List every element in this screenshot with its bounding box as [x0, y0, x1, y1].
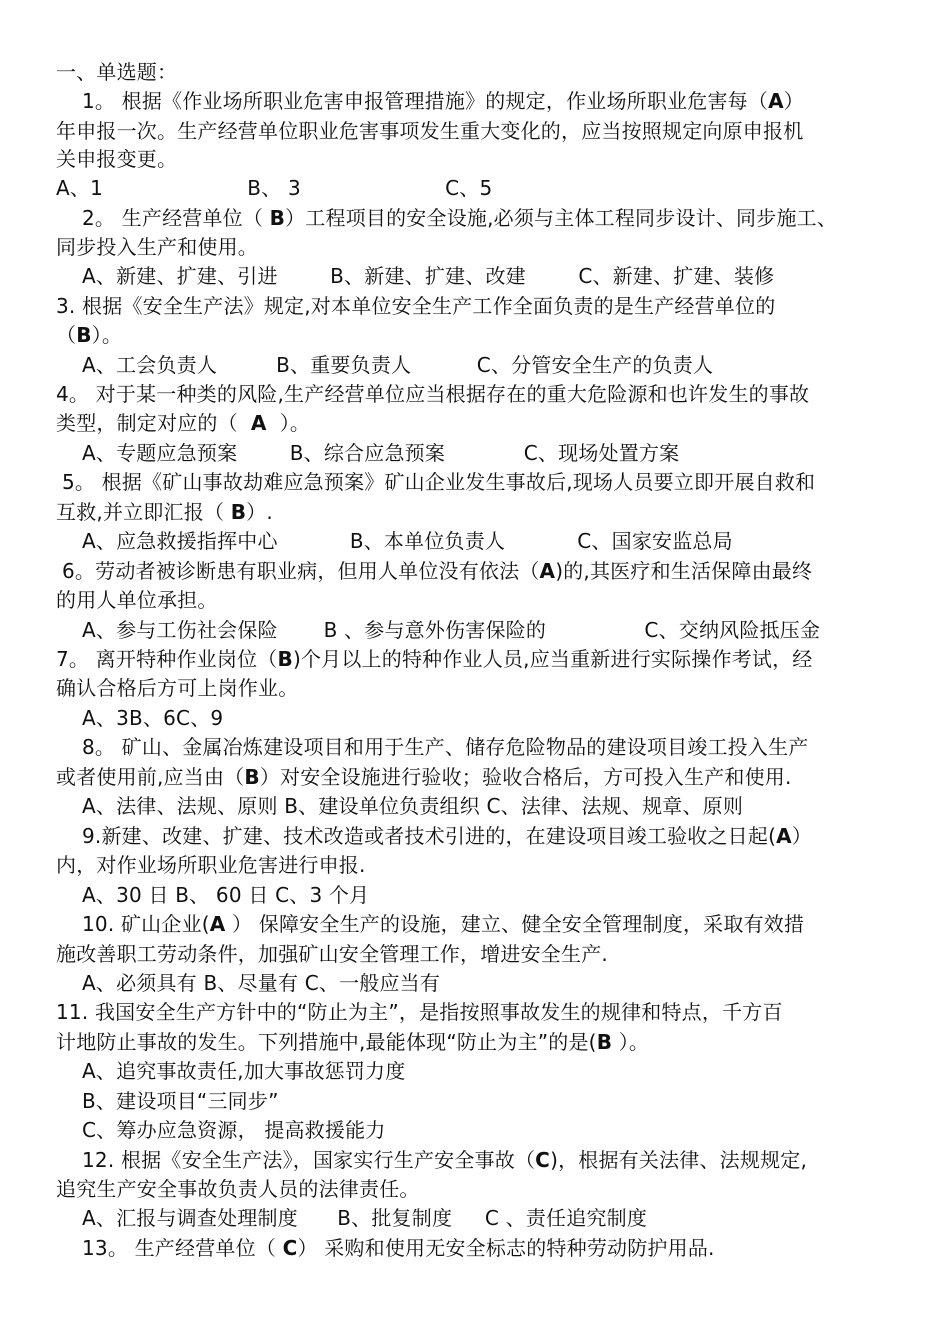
answer-letter: B: [230, 500, 247, 524]
line-tail: ）。: [266, 411, 311, 435]
text-line: [62, 468, 815, 497]
text-line: [56, 940, 608, 969]
line-text: 计地防止事故的发生。下列措施中,最能体现“防止为主”的是(: [56, 1030, 597, 1054]
line-text: 确认合格后方可上岗作业。: [56, 676, 299, 700]
line-text: A、30 日 B、 60 日 C、3 个月: [82, 883, 370, 907]
line-tail: ）。: [91, 323, 123, 347]
text-line: [56, 145, 177, 174]
line-text: 同步投入生产和使用。: [56, 235, 258, 259]
line-tail: )个月以上的特种作业人员,应当重新进行实际操作考试，经: [292, 647, 813, 671]
answer-letter: C: [282, 1236, 298, 1260]
text-line: [82, 969, 440, 998]
line-text: A、新建、扩建、引进 B、新建、扩建、改建 C、新建、扩建、装修: [82, 264, 775, 288]
text-line: [82, 527, 733, 556]
line-text: 类型，制定对应的（: [56, 411, 251, 435]
line-text: A、专题应急预案 B、综合应急预案 C、现场处置方案: [82, 441, 680, 465]
line-text: 13。 生产经营单位（: [82, 1236, 283, 1260]
text-line: [82, 1087, 279, 1116]
line-tail: ） 保障安全生产的设施，建立、健全安全管理制度，采取有效措: [225, 912, 805, 936]
line-text: A、追究事故责任,加大事故惩罚力度: [82, 1059, 406, 1083]
text-line: [56, 763, 792, 792]
line-text: 11. 我国安全生产方针中的“防止为主”，是指按照事故发生的规律和特点，千方百: [56, 1000, 783, 1024]
text-line: [62, 557, 812, 586]
text-line: [82, 704, 223, 733]
line-text: 2。 生产经营单位（: [82, 206, 270, 230]
answer-letter: C: [535, 1148, 551, 1172]
text-line: [82, 439, 679, 468]
answer-letter: B: [269, 206, 286, 230]
line-text: 8。 矿山、金属冶炼建设项目和用于生产、储存危险物品的建设项目竣工投入生产: [82, 735, 809, 759]
text-line: [82, 204, 837, 233]
line-text: 的用人单位承担。: [56, 588, 218, 612]
line-text: A、应急救援指挥中心 B、本单位负责人 C、国家安监总局: [82, 529, 733, 553]
text-line: [82, 1057, 405, 1086]
line-text: 施改善职工劳动条件，加强矿山安全管理工作，增进安全生产.: [56, 942, 608, 966]
line-text: 3. 根据《安全生产法》规定,对本单位安全生产工作全面负责的是生产经营单位的: [56, 294, 776, 318]
answer-letter: A: [768, 89, 784, 113]
text-line: [82, 87, 804, 116]
section-heading: 一、单选题：: [56, 60, 178, 84]
text-line: [82, 822, 812, 851]
line-text: 内，对作业场所职业危害进行申报.: [56, 853, 366, 877]
text-line: [56, 498, 273, 527]
line-tail: ）对安全设施进行验收；验收合格后，方可投入生产和使用.: [259, 765, 792, 789]
line-text: A、法律、法规、原则 B、建设单位负责组织 C、法律、法规、规章、原则: [82, 794, 744, 818]
text-line: [56, 851, 366, 880]
text-line: [56, 998, 783, 1027]
line-text: 1。 根据《作业场所职业危害申报管理措施》的规定，作业场所职业危害每（: [82, 89, 769, 113]
line-text: 12. 根据《安全生产法》，国家实行生产安全事故（: [82, 1148, 536, 1172]
line-text: 7。 离开特种作业岗位（: [56, 647, 278, 671]
text-line: [82, 1146, 807, 1175]
line-text: 关申报变更。: [56, 147, 178, 171]
answer-letter: A: [209, 912, 226, 936]
line-text: 4。 对于某一种类的风险,生产经营单位应当根据存在的重大危险源和也许发生的事故: [56, 382, 810, 406]
line-tail: ） 采购和使用无安全标志的特种劳动防护用品.: [297, 1236, 715, 1260]
answer-letter: B: [277, 647, 293, 671]
line-text: A、汇报与调查处理制度 B、批复制度 C 、责任追究制度: [82, 1206, 648, 1230]
line-text: 6。劳动者被诊断患有职业病，但用人单位没有依法（: [62, 559, 540, 583]
text-line: [82, 1116, 386, 1145]
line-text: 9.新建、改建、扩建、技术改造或者技术引进的，在建设项目竣工验收之日起(: [82, 824, 777, 848]
line-tail: ）工程项目的安全设施,必须与主体工程同步设计、同步施工、: [285, 206, 838, 230]
text-line: [82, 910, 804, 939]
text-line: [82, 881, 369, 910]
line-text: 年申报一次。生产经营单位职业危害事项发生重大变化的，应当按照规定向原申报机: [56, 119, 804, 143]
text-line: [82, 351, 713, 380]
line-text: 或者使用前,应当由（: [56, 765, 245, 789]
line-text: C、筹办应急资源， 提高救援能力: [82, 1118, 386, 1142]
line-text: 互救,并立即汇报（: [56, 500, 231, 524]
line-text: 追究生产安全事故负责人员的法律责任。: [56, 1177, 420, 1201]
text-line: [56, 409, 310, 438]
answer-letter: A: [250, 411, 267, 435]
line-tail: ）: [791, 824, 812, 848]
line-text: A、参与工伤社会保险 B 、参与意外伤害保险的 C、交纳风险抵压金: [82, 618, 821, 642]
line-text: A、1 B、 3 C、5: [56, 176, 493, 200]
answer-letter: A: [776, 824, 792, 848]
text-line: [56, 380, 809, 409]
line-tail: ）.: [246, 500, 273, 524]
line-tail: ）。: [612, 1030, 650, 1054]
text-line: [82, 733, 808, 762]
text-line: [56, 645, 813, 674]
text-line: [82, 262, 774, 291]
text-line: [56, 292, 775, 321]
text-line: [82, 792, 743, 821]
text-line: [56, 233, 258, 262]
line-tail: )，根据有关法律、法规规定,: [550, 1148, 808, 1172]
text-line: [82, 1234, 715, 1263]
line-text: A、3B、6C、9: [82, 706, 224, 730]
line-text: A、工会负责人 B、重要负责人 C、分管安全生产的负责人: [82, 353, 714, 377]
line-text: B、建设项目“三同步”: [82, 1089, 279, 1113]
text-line: [56, 117, 803, 146]
line-text: （: [56, 323, 77, 347]
line-tail: )的,其医疗和生活保障由最终: [555, 559, 813, 583]
line-tail: ）: [783, 89, 804, 113]
text-line: [56, 586, 218, 615]
text-line: [56, 1028, 649, 1057]
text-line: [82, 1204, 647, 1233]
answer-letter: B: [244, 765, 260, 789]
answer-letter: B: [76, 323, 92, 347]
text-line: [82, 616, 820, 645]
line-text: 10. 矿山企业(: [82, 912, 210, 936]
text-line: [56, 674, 298, 703]
text-line: [56, 174, 492, 203]
answer-letter: A: [539, 559, 556, 583]
text-line: [56, 1175, 420, 1204]
line-text: A、必须具有 B、尽量有 C、一般应当有: [82, 971, 441, 995]
line-text: 5。 根据《矿山事故劫难应急预案》矿山企业发生事故后,现场人员要立即开展自救和: [62, 470, 816, 494]
text-line: [56, 321, 122, 350]
answer-letter: B: [596, 1030, 613, 1054]
